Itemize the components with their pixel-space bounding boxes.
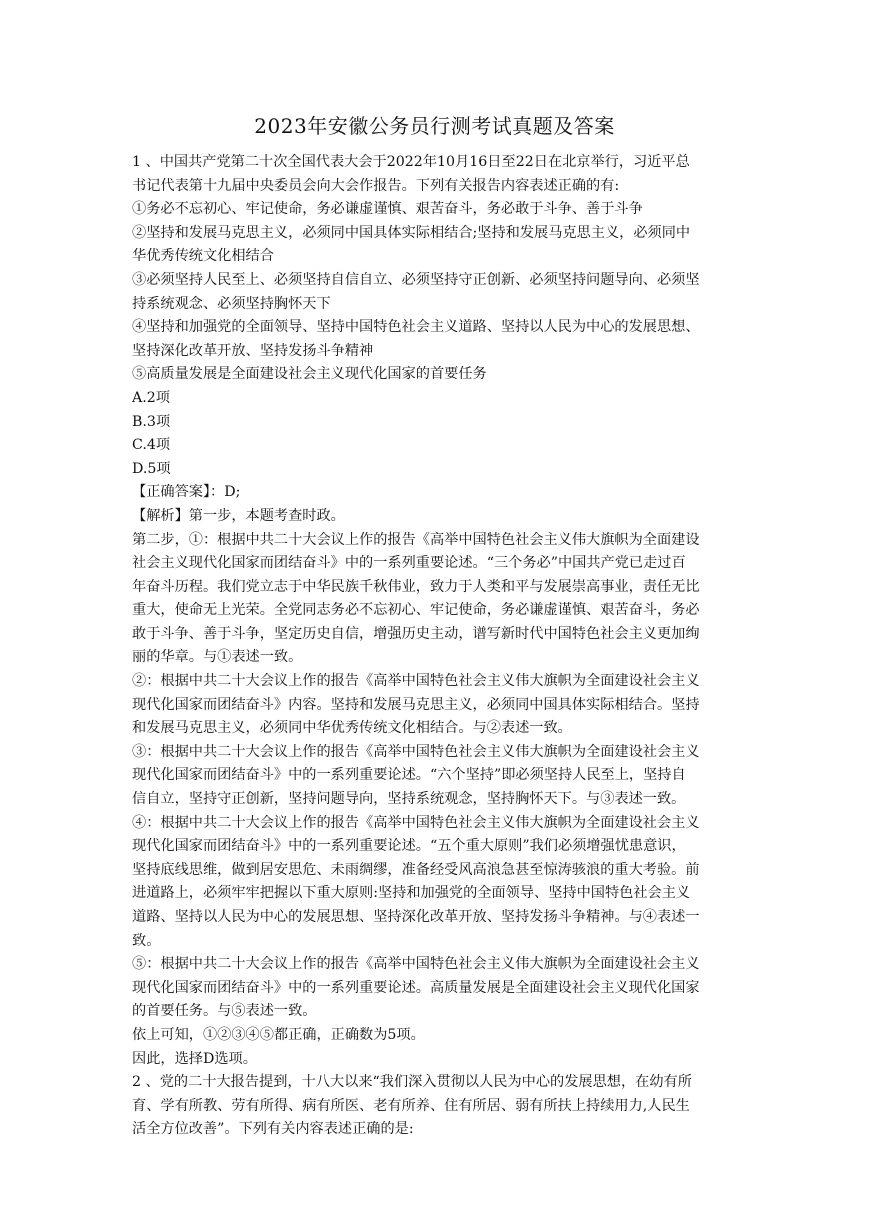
text-line: ④：根据中共二十大会议上作的报告《高举中国特色社会主义伟大旗帜为全面建设社会主义: [132, 814, 700, 831]
text-line: ⑤高质量发展是全面建设社会主义现代化国家的首要任务: [132, 366, 487, 383]
text-line: 和发展马克思主义，必须同中华优秀传统文化相结合。与②表述一致。: [132, 720, 572, 737]
text-line: ①务必不忘初心、牢记使命，务必谦虚谨慎、艰苦奋斗，务必敢于斗争、善于斗争: [132, 201, 643, 218]
text-line: ②坚持和发展马克思主义，必须同中国具体实际相结合;坚持和发展马克思主义，必须同中: [132, 224, 691, 241]
text-line: 信自立，坚持守正创新，坚持问题导向，坚持系统观念，坚持胸怀天下。与③表述一致。: [132, 791, 686, 808]
text-line: ③：根据中共二十大会议上作的报告《高举中国特色社会主义伟大旗帜为全面建设社会主义: [132, 743, 700, 760]
text-line: 因此，选择D选项。: [132, 1050, 257, 1067]
text-line: 进道路上，必须牢牢把握以下重大原则:坚持和加强党的全面领导、坚持中国特色社会主义: [132, 885, 691, 902]
text-line: 坚持深化改革开放、坚持发扬斗争精神: [132, 342, 374, 359]
text-line: 坚持底线思维，做到居安思危、未雨绸缪，准备经受风高浪急甚至惊涛骇浪的重大考验。前: [132, 861, 700, 878]
text-line: ⑤：根据中共二十大会议上作的报告《高举中国特色社会主义伟大旗帜为全面建设社会主义: [132, 956, 700, 973]
text-line: 第二步，①：根据中共二十大会议上作的报告《高举中国特色社会主义伟大旗帜为全面建设: [132, 531, 700, 548]
text-line: 持系统观念、必须坚持胸怀天下: [132, 295, 331, 312]
text-line: D.5项: [132, 460, 171, 477]
text-line: A.2项: [132, 389, 170, 406]
text-line: 现代化国家而团结奋斗》中的一系列重要论述。“五个重大原则”我们必须增强忧患意识，: [132, 838, 686, 855]
text-line: 现代化国家而团结奋斗》内容。坚持和发展马克思主义，必须同中国具体实际相结合。坚持: [132, 696, 700, 713]
text-line: 致。: [132, 932, 161, 949]
text-line: 1 、中国共产党第二十次全国代表大会于2022年10月16日至22日在北京举行，习近平总: [132, 154, 690, 170]
document-title: 2023年安徽公务员行测考试真题及答案: [254, 114, 615, 138]
text-line: 依上可知，①②③④⑤都正确，正确数为5项。: [132, 1026, 425, 1043]
text-line: ④坚持和加强党的全面领导、坚持中国特色社会主义道路、坚持以人民为中心的发展思想、: [132, 319, 700, 336]
text-line: 现代化国家而团结奋斗》中的一系列重要论述。高质量发展是全面建设社会主义现代化国家: [132, 979, 700, 996]
text-line: 丽的华章。与①表述一致。: [132, 649, 303, 666]
text-line: 社会主义现代化国家而团结奋斗》中的一系列重要论述。“三个务必”中国共产党已走过百: [132, 555, 686, 572]
text-line: B.3项: [132, 413, 171, 430]
text-line: 敢于斗争、善于斗争，坚定历史自信，增强历史主动，谱写新时代中国特色社会主义更加绚: [132, 625, 700, 642]
text-line: ③必须坚持人民至上、必须坚持自信自立、必须坚持守正创新、必须坚持问题导向、必须坚: [132, 271, 700, 288]
text-line: 现代化国家而团结奋斗》中的一系列重要论述。“六个坚持”即必须坚持人民至上，坚持自: [132, 767, 686, 784]
text-line: 书记代表第十九届中央委员会向大会作报告。下列有关报告内容表述正确的有:: [132, 177, 620, 194]
document-body: [132, 151, 742, 1142]
text-line: 重大，使命无上光荣。全党同志务必不忘初心、牢记使命，务必谦虚谨慎、艰苦奋斗，务必: [132, 602, 700, 619]
text-line: 华优秀传统文化相结合: [132, 248, 274, 265]
text-line: 【解析】第一步，本题考查时政。: [132, 507, 345, 524]
text-line: 的首要任务。与⑤表述一致。: [132, 1003, 317, 1020]
text-line: 活全方位改善”。下列有关内容表述正确的是:: [132, 1121, 414, 1138]
text-line: 育、学有所教、劳有所得、病有所医、老有所养、住有所居、弱有所扶上持续用力,人民生: [132, 1097, 690, 1114]
text-line: ②：根据中共二十大会议上作的报告《高举中国特色社会主义伟大旗帜为全面建设社会主义: [132, 673, 700, 690]
text-line: 年奋斗历程。我们党立志于中华民族千秋伟业，致力于人类和平与发展崇高事业，责任无比: [132, 578, 700, 595]
text-line: 道路、坚持以人民为中心的发展思想、坚持深化改革开放、坚持发扬斗争精神。与④表述一: [132, 909, 700, 925]
text-line: 2 、党的二十大报告提到，十八大以来“我们深入贯彻以人民为中心的发展思想，在幼有所: [132, 1074, 692, 1091]
text-line: 【正确答案】：D;: [132, 484, 241, 501]
text-line: C.4项: [132, 437, 171, 454]
